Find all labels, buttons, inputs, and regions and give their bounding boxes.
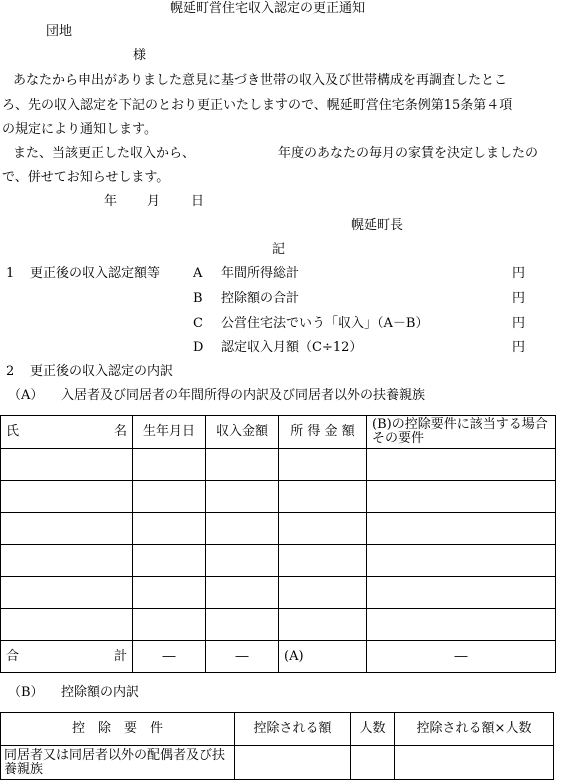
- table-row: [1, 746, 554, 780]
- cell-birthdate[interactable]: [133, 513, 206, 545]
- header-deducted-times-count: 控除される額×人数: [395, 713, 554, 746]
- section-a-text: 入居者及び同居者の年間所得の内訳及び同居者以外の扶養親族: [61, 388, 426, 403]
- ki-label: 記: [272, 242, 286, 257]
- item1-row-d-unit: 円: [512, 340, 526, 355]
- total-income-dash: ―: [206, 641, 279, 673]
- header-deducted-amount: 控除される額: [235, 713, 351, 746]
- header-deduction-requirement-b: 控 除 要 件: [1, 713, 235, 746]
- section-b-label: （B）: [8, 685, 44, 700]
- cell-birthdate[interactable]: [133, 545, 206, 577]
- item2-number: 2: [6, 364, 15, 379]
- cell-requirement[interactable]: [367, 513, 556, 545]
- total-birthdate-dash: ―: [133, 641, 206, 673]
- item1-row-a-text: 年間所得総計: [221, 266, 300, 281]
- cell-requirement[interactable]: [367, 545, 556, 577]
- cell-income[interactable]: [206, 513, 279, 545]
- cell-requirement[interactable]: [367, 577, 556, 609]
- item1-row-b-text: 控除額の合計: [221, 291, 300, 306]
- cell-requirement[interactable]: [367, 609, 556, 641]
- cell-birthdate[interactable]: [133, 449, 206, 481]
- date-month: 月: [147, 194, 161, 209]
- total-earnings-a: (A): [279, 641, 367, 673]
- body-paragraph-2-line-1b: 年度のあなたの毎月の家賃を決定しましたの: [278, 146, 539, 161]
- row-spouse-dependents: 同居者又は同居者以外の配偶者及び扶養親族: [1, 746, 235, 780]
- item1-row-d-letter: D: [193, 340, 204, 355]
- header-birthdate: 生年月日: [133, 416, 206, 449]
- cell-earnings[interactable]: [279, 577, 367, 609]
- danchi-label: 団地: [46, 24, 73, 39]
- table-row: [1, 609, 556, 641]
- item1-row-a-unit: 円: [512, 266, 526, 281]
- table-row: [1, 577, 556, 609]
- table-row: [1, 513, 556, 545]
- item1-row-a-letter: A: [193, 266, 203, 281]
- deduction-breakdown-table: [0, 712, 554, 780]
- cell-earnings[interactable]: [279, 545, 367, 577]
- cell-earnings[interactable]: [279, 481, 367, 513]
- body-paragraph-1-line-2: ろ、先の収入認定を下記のとおり更正いたしますので、幌延町営住宅条例第15条第４項: [2, 98, 513, 113]
- sama-label: 様: [133, 48, 147, 63]
- item1-row-b-letter: B: [193, 291, 203, 306]
- table-row: [1, 481, 556, 513]
- item1-row-d-text: 認定収入月額（C÷12）: [221, 340, 363, 355]
- cell-earnings[interactable]: [279, 513, 367, 545]
- item1-row-c-letter: C: [193, 316, 203, 331]
- body-paragraph-1-line-1: あなたから申出がありました意見に基づき世帯の収入及び世帯構成を再調査したとこ: [13, 73, 508, 88]
- item1-row-c-unit: 円: [512, 316, 526, 331]
- cell-income[interactable]: [206, 449, 279, 481]
- cell-name[interactable]: [1, 577, 133, 609]
- item2-label: 更正後の収入認定の内訳: [30, 364, 174, 379]
- total-requirement-dash: ―: [367, 641, 556, 673]
- cell-income[interactable]: [206, 577, 279, 609]
- cell-name[interactable]: [1, 513, 133, 545]
- cell-name[interactable]: [1, 449, 133, 481]
- cell-deducted-amount[interactable]: [235, 746, 351, 780]
- date-day: 日: [191, 194, 205, 209]
- body-paragraph-1-line-3: の規定により通知します。: [2, 122, 157, 137]
- item1-row-c-text: 公営住宅法でいう「収入」（A－B）: [221, 316, 429, 331]
- header-deduction-requirement: (B)の控除要件に該当する場合その要件: [367, 416, 556, 449]
- item1-number: 1: [6, 266, 15, 281]
- section-a-label: （A）: [8, 388, 44, 403]
- table-row: [1, 449, 556, 481]
- cell-birthdate[interactable]: [133, 481, 206, 513]
- cell-requirement[interactable]: [367, 481, 556, 513]
- mayor-label: 幌延町長: [351, 218, 404, 233]
- cell-name[interactable]: [1, 545, 133, 577]
- table-row: [1, 545, 556, 577]
- cell-deducted-times-count[interactable]: [395, 746, 554, 780]
- header-name: 氏 名: [1, 416, 133, 449]
- cell-requirement[interactable]: [367, 449, 556, 481]
- item1-row-b-unit: 円: [512, 291, 526, 306]
- document-title: 幌延町営住宅収入認定の更正通知: [170, 1, 366, 16]
- total-label: 合 計: [1, 641, 133, 673]
- item1-label: 更正後の収入認定額等: [30, 266, 161, 281]
- cell-earnings[interactable]: [279, 609, 367, 641]
- header-income-amount: 収入金額: [206, 416, 279, 449]
- cell-name[interactable]: [1, 481, 133, 513]
- date-year: 年: [104, 194, 118, 209]
- header-earnings-amount: 所 得 金 額: [279, 416, 367, 449]
- cell-name[interactable]: [1, 609, 133, 641]
- cell-earnings[interactable]: [279, 449, 367, 481]
- cell-birthdate[interactable]: [133, 609, 206, 641]
- header-count: 人数: [351, 713, 395, 746]
- cell-birthdate[interactable]: [133, 577, 206, 609]
- cell-income[interactable]: [206, 609, 279, 641]
- table-a-header-row: [1, 416, 556, 449]
- income-breakdown-table: [0, 415, 556, 673]
- body-paragraph-2-line-1a: また、当該更正した収入から、: [13, 146, 196, 161]
- section-b-text: 控除額の内訳: [61, 685, 140, 700]
- cell-income[interactable]: [206, 481, 279, 513]
- body-paragraph-2-line-2: で、併せてお知らせします。: [2, 170, 170, 185]
- table-b-header-row: [1, 713, 554, 746]
- cell-income[interactable]: [206, 545, 279, 577]
- cell-count[interactable]: [351, 746, 395, 780]
- table-a-total-row: [1, 641, 556, 673]
